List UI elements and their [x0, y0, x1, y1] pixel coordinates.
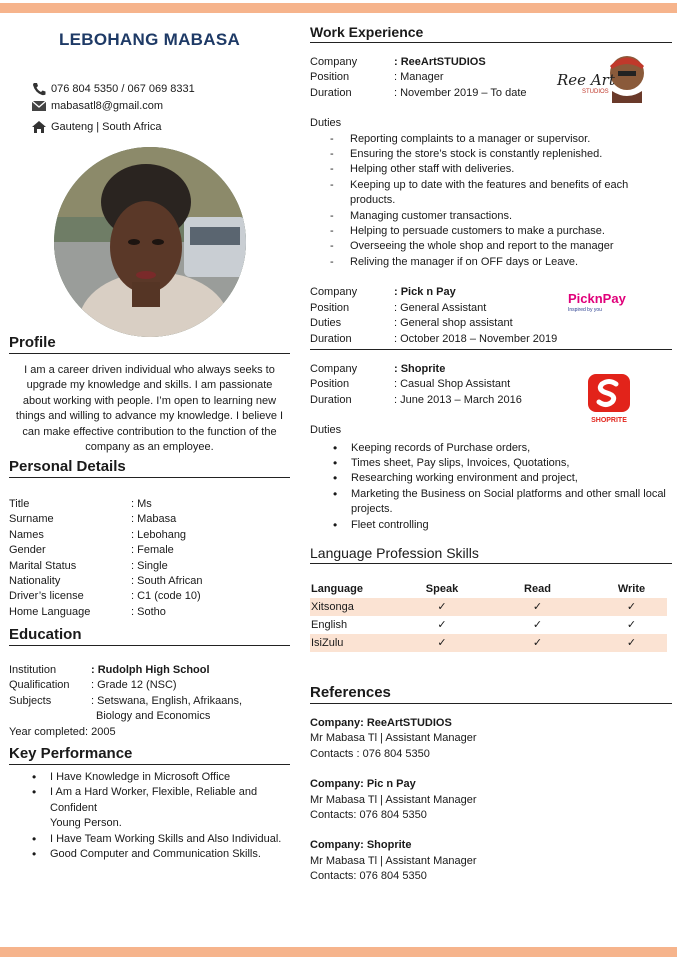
speak-check: ✓	[405, 598, 479, 616]
position-value: : Manager	[394, 71, 444, 84]
personal-row	[9, 589, 290, 604]
reeart-logo-text: Ree Art	[557, 71, 615, 89]
job-picknpay	[310, 285, 672, 350]
list-item: - Ensuring the store’s stock is constantly replenished.	[310, 147, 672, 162]
language-header-row	[310, 580, 667, 598]
duties-value: : General shop assistant	[394, 317, 513, 330]
personal-key: Driver’s license	[9, 590, 84, 603]
email-text: mabasatl8@gmail.com	[51, 99, 164, 112]
education-row	[9, 663, 290, 678]
speak-check: ✓	[405, 634, 479, 652]
duration-label: Duration	[310, 86, 352, 99]
reference-company: Company: Pic n Pay	[310, 778, 416, 791]
reference-person: Mr Mabasa Tl | Assistant Manager	[310, 793, 477, 806]
list-item: - Reliving the manager if on OFF days or Leave.	[310, 255, 672, 270]
personal-row	[9, 574, 290, 589]
subjects-value-2: Biology and Economics	[96, 710, 211, 723]
list-item: - Keeping up to date with the features and benefits of each products.	[310, 178, 672, 209]
picknpay-logo-sub: Inspired by you	[568, 307, 602, 313]
company-label: Company	[310, 362, 358, 375]
subjects-label: Subjects	[9, 694, 52, 707]
list-item: • Fleet controlling	[310, 518, 672, 533]
shoprite-logo-text: SHOPRITE	[591, 416, 627, 424]
personal-key: Nationality	[9, 575, 61, 588]
table-row	[310, 616, 667, 634]
reference-2	[310, 777, 672, 823]
position-label: Position	[310, 71, 350, 84]
personal-row	[9, 559, 290, 574]
list-item-text-cont: Young Person.	[50, 817, 122, 830]
personal-value: : Female	[131, 544, 174, 557]
position-value: : Casual Shop Assistant	[394, 378, 511, 391]
bottom-accent-bar	[0, 947, 677, 957]
profile-heading: Profile	[9, 334, 290, 354]
duties-label: Duties	[310, 317, 342, 330]
institution-value: : Rudolph High School	[91, 664, 210, 676]
education-list	[9, 663, 290, 740]
picknpay-logo-text: PicknPay	[568, 291, 626, 307]
language-heading: Language Profession Skills	[310, 545, 672, 564]
write-col-header: Write	[617, 582, 646, 595]
reference-1	[310, 716, 672, 762]
personal-key: Gender	[9, 544, 46, 557]
table-row	[310, 598, 667, 616]
personal-value: : C1 (code 10)	[131, 590, 201, 603]
key-performance-heading: Key Performance	[9, 745, 290, 765]
list-item: • Good Computer and Communication Skills.	[9, 847, 290, 862]
speak-col-header: Speak	[425, 582, 459, 595]
read-check: ✓	[479, 598, 596, 616]
education-row	[9, 678, 290, 693]
list-item: • Researching working environment and project,	[310, 471, 672, 486]
duration-value: : June 2013 – March 2016	[394, 393, 522, 406]
institution-label: Institution	[9, 664, 57, 676]
job-reeart	[310, 55, 672, 270]
list-item: • I Have Team Working Skills and Also Individual.	[9, 832, 290, 847]
location-row	[31, 118, 290, 135]
company-value: : Shoprite	[394, 362, 446, 375]
personal-value: : Single	[131, 559, 168, 572]
personal-row	[9, 528, 290, 543]
personal-row	[9, 543, 290, 558]
duration-label: Duration	[310, 332, 352, 345]
language-name: Xitsonga	[310, 598, 405, 616]
personal-value: : Sotho	[131, 605, 166, 618]
company-value: : Pick n Pay	[394, 286, 456, 299]
personal-row	[9, 605, 290, 620]
duration-value: : November 2019 – To date	[394, 86, 527, 99]
key-performance-section	[9, 745, 290, 862]
reference-company: Company: Shoprite	[310, 839, 412, 852]
read-col-header: Read	[524, 582, 551, 595]
job-shoprite	[310, 362, 672, 533]
qualification-label: Qualification	[9, 679, 70, 692]
subjects-value: : Setswana, English, Afrikaans,	[91, 694, 243, 707]
list-item: - Managing customer transactions.	[310, 209, 672, 224]
personal-value: : South African	[131, 575, 203, 588]
contact-block	[31, 80, 290, 135]
write-check: ✓	[596, 598, 667, 616]
personal-details-heading: Personal Details	[9, 458, 290, 478]
reeart-logo-sub: STUDIOS	[582, 89, 609, 95]
list-item	[9, 785, 290, 831]
language-name: English	[311, 618, 348, 631]
education-section	[9, 626, 290, 740]
duration-value: : October 2018 – November 2019	[394, 332, 558, 345]
phone-row	[31, 80, 290, 97]
email-row	[31, 97, 290, 114]
qualification-value: : Grade 12 (NSC)	[91, 679, 177, 692]
list-item: - Helping other staff with deliveries.	[310, 162, 672, 177]
write-check: ✓	[596, 634, 667, 652]
year-completed: Year completed: 2005	[9, 725, 116, 738]
duration-label: Duration	[310, 393, 352, 406]
personal-key: Names	[9, 528, 44, 541]
references-heading: References	[310, 684, 672, 704]
duties-label: Duties	[310, 424, 342, 437]
language-section	[310, 545, 672, 652]
read-check: ✓	[479, 634, 596, 652]
personal-row	[9, 512, 290, 527]
position-value: : General Assistant	[394, 301, 487, 314]
write-check: ✓	[626, 619, 637, 632]
reference-contact: Contacts: 076 804 5350	[310, 809, 427, 821]
list-item: • Keeping records of Purchase orders,	[310, 441, 672, 456]
mail-icon	[31, 99, 47, 113]
location-text: Gauteng | South Africa	[51, 120, 162, 133]
personal-key: Title	[9, 498, 30, 510]
reference-contact: Contacts: 076 804 5350	[310, 870, 427, 883]
position-label: Position	[310, 378, 350, 391]
profile-section	[9, 334, 290, 455]
profile-photo	[54, 147, 246, 337]
references-section	[310, 684, 672, 885]
top-accent-bar	[0, 3, 677, 13]
shoprite-logo	[582, 374, 636, 424]
person-name: LEBOHANG MABASA	[58, 30, 241, 49]
list-item: - Overseeing the whole shop and report to the manager	[310, 239, 672, 254]
company-label: Company	[310, 56, 358, 68]
list-item: - Reporting complaints to a manager or supervisor.	[310, 132, 672, 147]
work-experience-heading: Work Experience	[310, 24, 672, 43]
list-item: - Helping to persuade customers to make a purchase.	[310, 224, 672, 239]
personal-value: : Lebohang	[131, 528, 187, 541]
language-table	[310, 580, 667, 652]
reference-person: Mr Mabasa Tl | Assistant Manager	[310, 732, 477, 745]
left-column	[9, 18, 290, 861]
home-icon	[31, 120, 47, 134]
table-row	[310, 634, 667, 652]
company-label: Company	[310, 286, 358, 299]
personal-key: Home Language	[9, 605, 91, 618]
list-item: • I Have Knowledge in Microsoft Office	[9, 770, 290, 785]
reference-person: Mr Mabasa Tl | Assistant Manager	[310, 854, 477, 867]
duties-label: Duties	[310, 117, 342, 130]
picknpay-logo	[566, 290, 654, 312]
list-item: • Marketing the Business on Social platforms and other small local projects.	[310, 487, 672, 518]
job1-duties-list	[310, 132, 672, 271]
key-performance-list	[9, 770, 290, 862]
reference-contact: Contacts : 076 804 5350	[310, 747, 430, 760]
personal-value: : Ms	[131, 498, 152, 510]
list-item: • Times sheet, Pay slips, Invoices, Quotations,	[310, 456, 672, 471]
education-row	[9, 709, 290, 724]
personal-details-section	[9, 458, 290, 620]
reeart-logo	[556, 51, 648, 103]
profile-text: I am a career driven individual who always seeks to upgrade my knowledge and skills. I am passionate about working with people. I’m open to learning new things and willing to advance my knowledge. I believe I can make effective contribution to the function of the company as an employee.	[15, 364, 284, 454]
right-column	[310, 18, 672, 885]
reference-company: Company: ReeArtSTUDIOS	[310, 716, 452, 729]
personal-value: : Mabasa	[131, 513, 177, 526]
personal-details-list	[9, 497, 290, 620]
personal-row	[9, 497, 290, 512]
speak-check: ✓	[437, 619, 447, 632]
education-heading: Education	[9, 626, 290, 646]
read-check: ✓	[532, 619, 543, 632]
position-label: Position	[310, 301, 350, 314]
job3-duties-list	[310, 441, 672, 533]
phone-text: 076 804 5350 / 067 069 8331	[51, 82, 195, 95]
personal-key: Surname	[9, 513, 54, 526]
list-item-text: I Am a Hard Worker, Flexible, Reliable and Confident	[50, 786, 258, 814]
reference-3	[310, 838, 672, 884]
phone-icon	[31, 82, 47, 96]
language-col-header: Language	[311, 582, 363, 595]
company-value: : ReeArtSTUDIOS	[394, 56, 486, 68]
personal-key: Marital Status	[9, 559, 77, 572]
language-name: IsiZulu	[310, 634, 405, 652]
education-row	[9, 694, 290, 709]
